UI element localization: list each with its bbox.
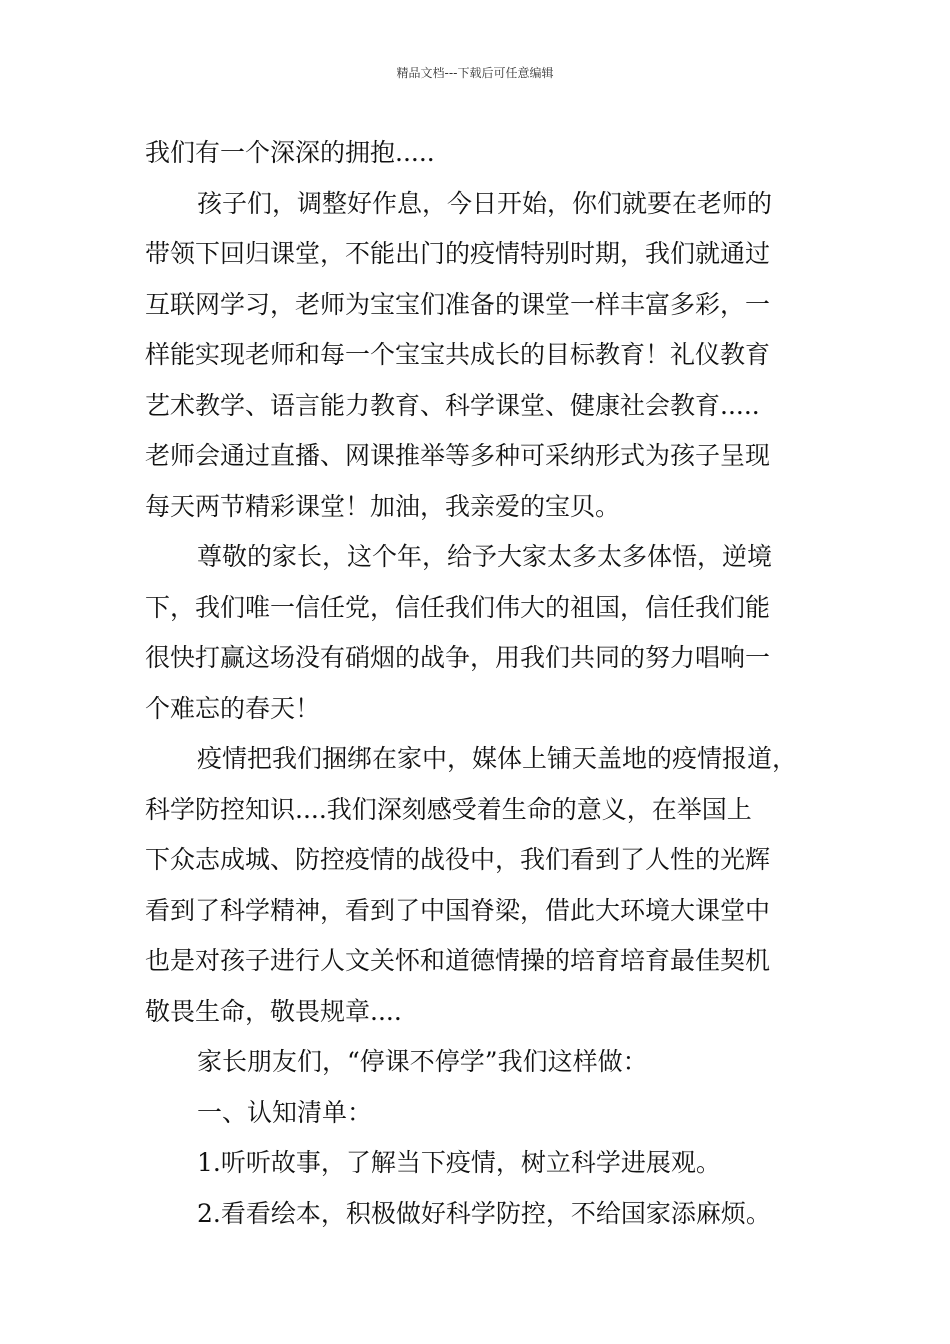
text-line: 每天两节精彩课堂！加油，我亲爱的宝贝。: [145, 491, 621, 521]
body-text: [145, 128, 835, 1239]
paragraph-start: 疫情把我们捆绑在家中，媒体上铺天盖地的疫情报道，: [197, 744, 798, 773]
list-item: 2.看看绘本，积极做好科学防控，不给国家添麻烦。: [197, 1198, 771, 1228]
text-line: 我们有一个深深的拥抱.....: [145, 138, 435, 167]
text-line: 看到了科学精神，看到了中国脊梁，借此大环境大课堂中: [145, 895, 771, 925]
text-line: 样能实现老师和每一个宝宝共成长的目标教育！礼仪教育: [145, 340, 771, 369]
text-line: 互联网学习，老师为宝宝们准备的课堂一样丰富多彩，一: [145, 289, 771, 319]
paragraph-start: 尊敬的家长，这个年，给予大家太多太多体悟，逆境: [197, 542, 773, 571]
text-line: 带领下回归课堂，不能出门的疫情特别时期，我们就通过: [145, 239, 771, 268]
text-line: 艺术教学、语言能力教育、科学课堂、健康社会教育.....: [145, 390, 760, 420]
text-line: 科学防控知识....我们深刻感受着生命的意义，在举国上: [145, 794, 752, 824]
text-line: 下众志成城、防控疫情的战役中，我们看到了人性的光辉: [145, 845, 771, 874]
paragraph-start: 家长朋友们，“停课不停学”我们这样做：: [197, 1047, 648, 1076]
text-line: 敬畏生命，敬畏规章....: [145, 996, 402, 1026]
section-heading: 一、认知清单：: [197, 1097, 373, 1127]
text-line: 也是对孩子进行人文关怀和道德情操的培育培育最佳契机: [145, 946, 771, 975]
list-item: 1.听听故事，了解当下疫情，树立科学进展观。: [197, 1148, 721, 1177]
paragraph-start: 孩子们，调整好作息，今日开始，你们就要在老师的: [197, 188, 773, 218]
text-line: 下，我们唯一信任党，信任我们伟大的祖国，信任我们能: [145, 592, 771, 622]
text-line: 很快打赢这场没有硝烟的战争，用我们共同的努力唱响一: [145, 643, 771, 672]
text-line: 个难忘的春天！: [145, 693, 321, 723]
text-line: 老师会通过直播、网课推举等多种可采纳形式为孩子呈现: [145, 441, 771, 470]
page-header: 精品文档---下载后可任意编辑: [396, 66, 554, 80]
